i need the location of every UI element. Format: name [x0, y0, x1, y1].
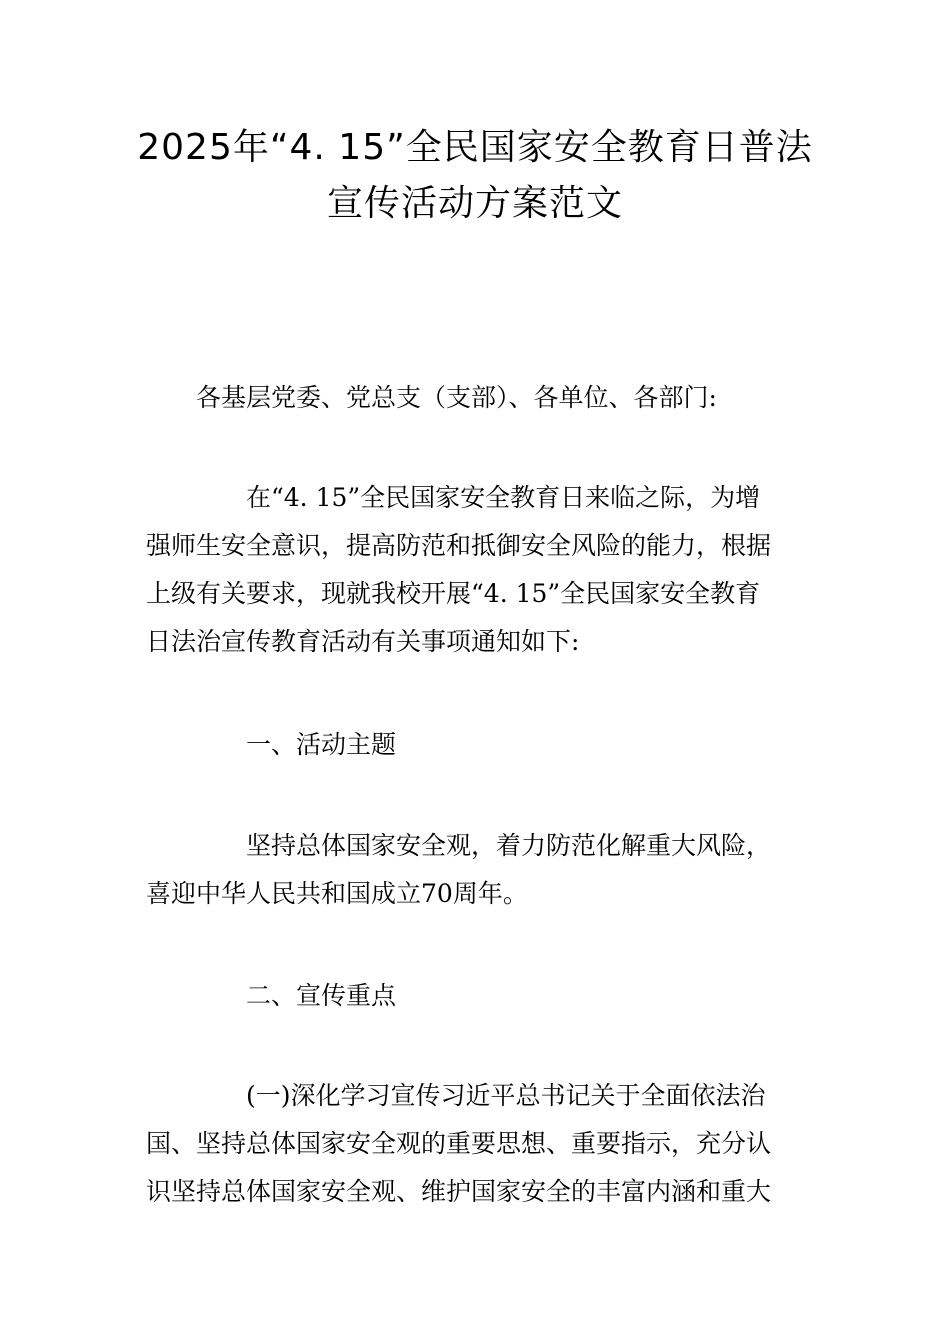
section1-paragraph	[146, 822, 806, 918]
document-title	[100, 120, 850, 232]
section1-line-1: 坚持总体国家安全观，着力防范化解重大风险，	[246, 831, 772, 860]
section2-item1-line-1: (一)深化学习宣传习近平总书记关于全面依法治	[246, 1081, 766, 1110]
intro-line-3: 上级有关要求，现就我校开展“4. 15”全民国家安全教育	[146, 579, 761, 608]
section1-heading: 一、活动主题	[246, 730, 397, 759]
intro-paragraph	[146, 474, 806, 666]
intro-line-1: 在“4. 15”全民国家安全教育日来临之际，为增	[246, 483, 761, 512]
intro-line-4: 日法治宣传教育活动有关事项通知如下:	[146, 627, 580, 656]
title-line-2: 宣传活动方案范文	[326, 183, 623, 224]
section2-item1-paragraph	[146, 1072, 806, 1216]
section2-item1-line-3: 识坚持总体国家安全观、维护国家安全的丰富内涵和重大	[146, 1177, 772, 1206]
section1-line-2: 喜迎中华人民共和国成立70周年。	[146, 879, 528, 908]
title-line-1: 2025年“4. 15”全民国家安全教育日普法	[137, 127, 813, 168]
section2-heading: 二、宣传重点	[246, 981, 397, 1010]
section2-item1-line-2: 国、坚持总体国家安全观的重要思想、重要指示，充分认	[146, 1129, 772, 1158]
intro-line-2: 强师生安全意识，提高防范和抵御安全风险的能力，根据	[146, 531, 772, 560]
salutation: 各基层党委、党总支（支部）、各单位、各部门:	[196, 383, 717, 412]
